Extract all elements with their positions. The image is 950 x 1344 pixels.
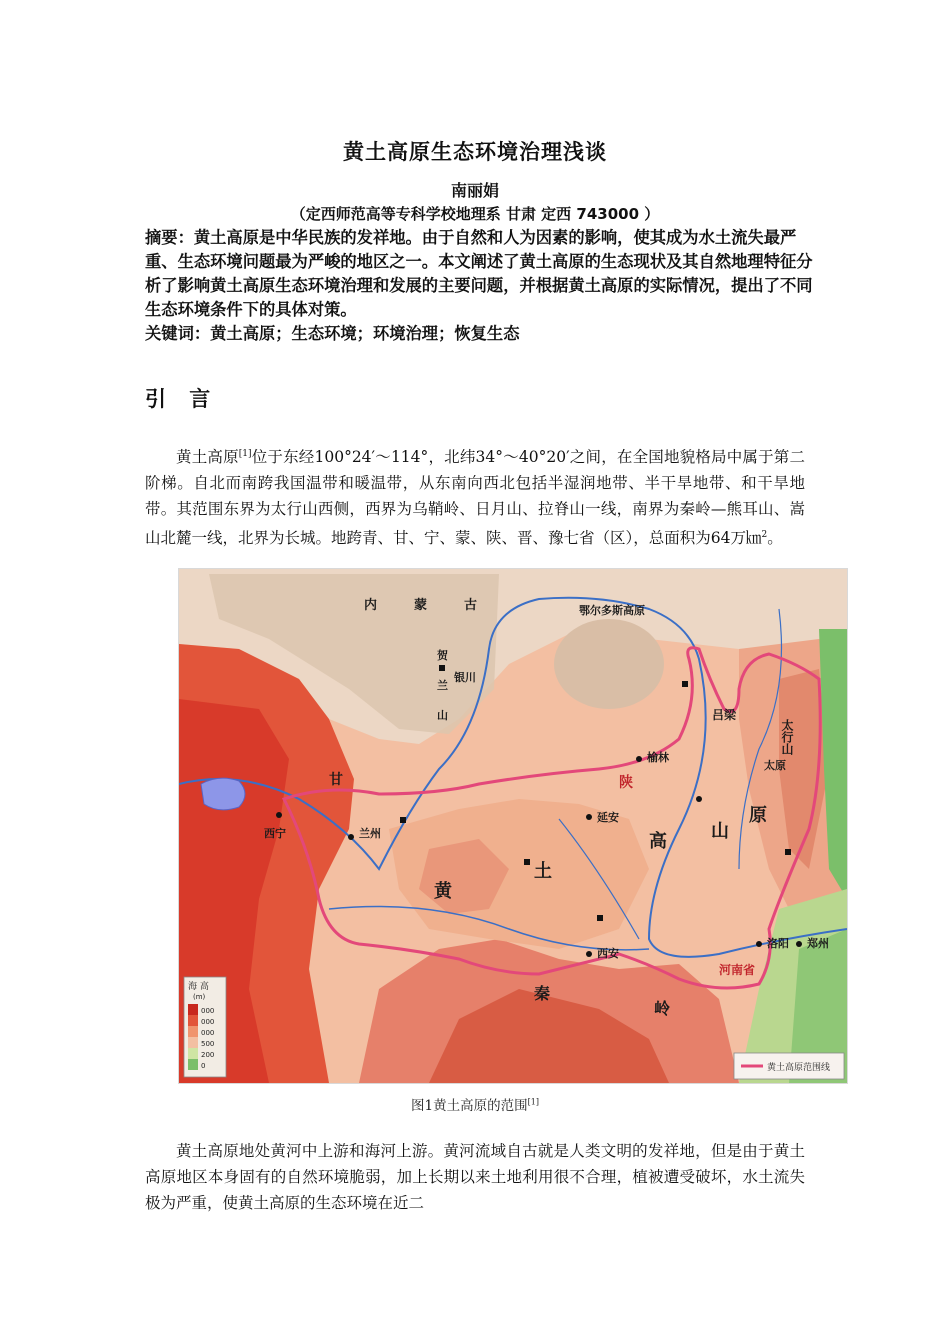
map-label-helan-1: 贺 bbox=[437, 649, 448, 662]
abstract-text: 摘要：黄土高原是中华民族的发祥地。由于自然和人为因素的影响，使其成为水土流失最严重、生态环境问题最为严峻的地区之一。本文阐述了黄土高原的生态现状及其自然地理特征分析了影响黄土高原生态环境治理和发展的主要问题，并根据黄土高原的实际情况，提出了不同生态环境条件下的具体对策。 bbox=[145, 228, 813, 319]
map-label-taihang: 太行山 bbox=[780, 719, 794, 755]
map-label-yanan: 延安 bbox=[597, 811, 619, 824]
elevation-tick-5: 200 bbox=[201, 1051, 215, 1059]
map-label-zhengzhou: 郑州 bbox=[807, 937, 829, 950]
map-label-tu: 土 bbox=[534, 861, 552, 882]
map-label-qinling-1: 秦 bbox=[534, 984, 551, 1003]
boundary-legend bbox=[734, 1053, 844, 1079]
elevation-tick-3: 000 bbox=[201, 1029, 215, 1037]
map-label-inner-mongolia-2: 蒙 bbox=[414, 598, 428, 613]
map-label-huang: 黄 bbox=[434, 881, 452, 902]
map-label-gansu: 甘 bbox=[329, 772, 343, 788]
map-label-yinchuan: 银川 bbox=[454, 671, 476, 684]
superscript-2: 2 bbox=[761, 530, 768, 541]
figure-caption bbox=[0, 1094, 950, 1114]
elevation-tick-4: 500 bbox=[201, 1040, 215, 1048]
map-label-yulin: 榆林 bbox=[647, 751, 669, 764]
map-label-inner-mongolia-3: 古 bbox=[464, 598, 478, 613]
author-name: 南丽娟 bbox=[450, 181, 499, 200]
elevation-legend bbox=[184, 977, 226, 1077]
elevation-tick-2: 000 bbox=[201, 1018, 215, 1026]
intro-paragraph-2: 黄土高原地处黄河中上游和海河上游。黄河流域自古就是人类文明的发祥地，但是由于黄土高原地区本身固有的自然环境脆弱，加上长期以来土地利用很不合理，植被遭受破坏，水土流失极为严重，使黄土高原的生态环境在近二 bbox=[145, 1142, 805, 1212]
elevation-tick-6: 0 bbox=[201, 1062, 206, 1070]
map-label-qinling-2: 岭 bbox=[654, 999, 671, 1018]
map-label-luoyang: 洛阳 bbox=[767, 937, 789, 950]
map-label-xining: 西宁 bbox=[264, 827, 286, 840]
loess-plateau-map-figure bbox=[178, 568, 848, 1084]
elevation-tick-1: 000 bbox=[201, 1007, 215, 1015]
map-label-xian: 西安 bbox=[597, 947, 619, 960]
figure-caption-text: 图1黄土高原的范围 bbox=[411, 1098, 528, 1114]
map-label-shan: 山 bbox=[711, 821, 729, 842]
keywords-line: 关键词：黄土高原；生态环境；环境治理；恢复生态 bbox=[145, 324, 520, 343]
map-label-henan: 河南省 bbox=[719, 963, 756, 977]
map-label-ordos: 鄂尔多斯高原 bbox=[579, 604, 645, 617]
citation-ref[interactable]: [1] bbox=[238, 449, 252, 459]
map-label-yuan: 原 bbox=[749, 805, 767, 826]
author-affiliation: （定西师范高等专科学校地理系 甘肃 定西 743000 ） bbox=[290, 205, 660, 223]
intro-paragraph-1 bbox=[145, 441, 805, 551]
map-label-inner-mongolia-1: 内 bbox=[364, 598, 378, 613]
map-label-helan-2: 兰 bbox=[437, 679, 448, 692]
intro-p1-end: 。 bbox=[767, 529, 783, 548]
boundary-legend-label: 黄土高原范围线 bbox=[767, 1063, 831, 1073]
intro-p1-part-a: 黄土高原 bbox=[176, 448, 239, 467]
map-label-lvliang: 吕梁 bbox=[712, 708, 737, 722]
map-label-helan-3: 山 bbox=[437, 709, 448, 722]
map-label-lanzhou: 兰州 bbox=[359, 827, 381, 840]
abstract-block bbox=[145, 226, 815, 346]
paper-title: 黄土高原生态环境治理浅谈 bbox=[343, 140, 607, 164]
figure-caption-ref[interactable]: [1] bbox=[527, 1097, 539, 1107]
map-label-shaanxi: 陕 bbox=[619, 775, 633, 791]
intro-p1-part-b: 位于东经100°24′～114°，北纬34°～40°20′之间，在全国地貌格局中属于第二阶梯。自北而南跨我国温带和暖温带，从东南向西北包括半湿润地带、半干旱地带、和干旱地带。其范围东界为太行山西侧，西界为乌鞘岭、日月山、拉脊山一线，南界为秦岭—熊耳山、嵩山北麓一线，北界为长城。地跨青、甘、宁、蒙、陕、晋、豫七省（区），总面积为64万㎞ bbox=[145, 448, 805, 548]
section-heading-introduction: 引 言 bbox=[145, 387, 219, 411]
map-label-gao: 高 bbox=[649, 831, 667, 852]
elevation-legend-unit: (m) bbox=[193, 993, 206, 1001]
elevation-legend-title: 海 高 bbox=[188, 982, 209, 992]
map-label-taiyuan: 太原 bbox=[764, 759, 786, 772]
